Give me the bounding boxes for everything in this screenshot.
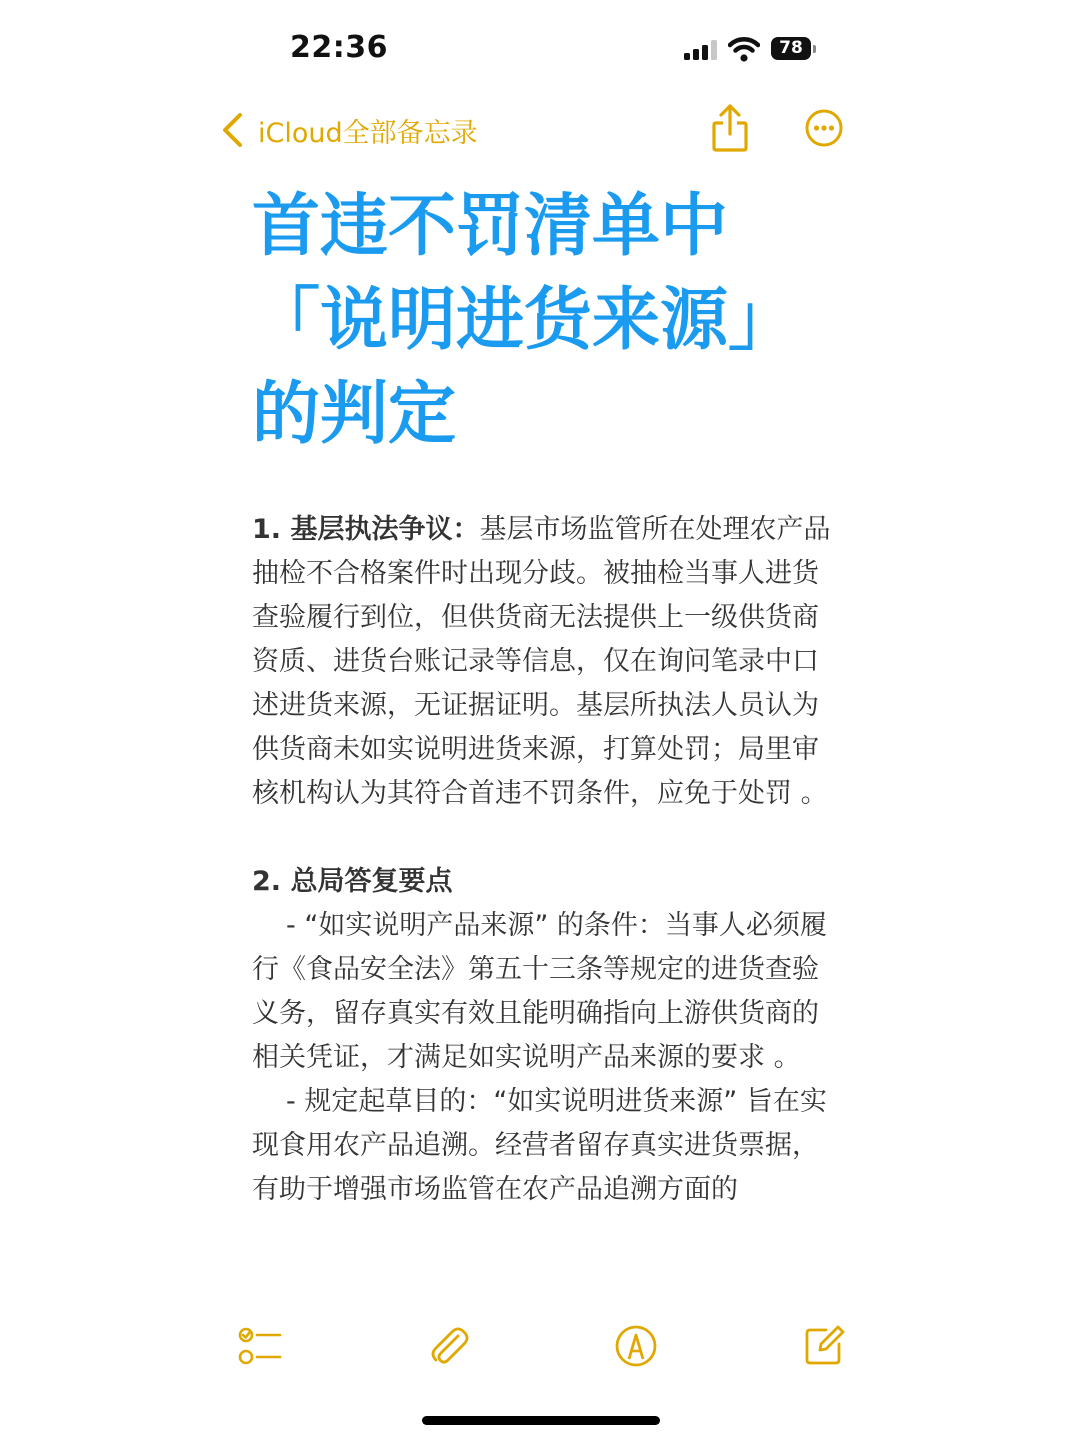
note-title[interactable]: 首违不罚清单中「说明进货来源」的判定	[252, 187, 797, 454]
blank-line	[252, 816, 832, 860]
more-options-icon[interactable]	[804, 108, 844, 148]
paperclip-icon[interactable]	[424, 1322, 472, 1370]
markup-pen-icon[interactable]	[612, 1322, 660, 1370]
section1-text: 基层市场监管所在处理农产品抽检不合格案件时出现分歧。被抽检当事人进货查验履行到位，但供货商无法提供上一级供货商资质、进货台账记录等信息，仅在询问笔录中口述进货来源，无证据证明。基层所执法人员认为供货商未如实说明进货来源，打算处罚；局里审核机构认为其符合首违不罚条件，应免于处罚 。	[252, 514, 831, 809]
battery-icon	[771, 37, 817, 62]
checklist-icon[interactable]	[236, 1322, 284, 1370]
section2-heading: 2. 总局答复要点	[252, 866, 453, 897]
home-indicator[interactable]	[422, 1416, 660, 1425]
section2-point-2: - 规定起草目的：“如实说明进货来源” 旨在实现食用农产品追溯。经营者留存真实进货票据，有助于增强市场监管在农产品追溯方面的	[252, 1086, 827, 1205]
battery-level: 78	[771, 37, 811, 60]
wifi-icon	[728, 36, 760, 62]
chevron-left-icon	[220, 112, 246, 148]
note-body[interactable]	[252, 508, 832, 1212]
status-time: 22:36	[290, 30, 388, 65]
compose-icon[interactable]	[800, 1322, 848, 1370]
section1-paragraph	[252, 508, 832, 816]
back-button[interactable]	[220, 108, 478, 152]
status-bar	[0, 0, 1080, 100]
back-label: iCloud全部备忘录	[258, 117, 478, 149]
bottom-toolbar	[0, 1318, 1080, 1378]
share-icon[interactable]	[710, 102, 750, 154]
section2-point-1: - “如实说明产品来源” 的条件：当事人必须履行《食品安全法》第五十三条等规定的进货查验义务，留存真实有效且能明确指向上游供货商的相关凭证，才满足如实说明产品来源的要求 。	[252, 910, 827, 1073]
cellular-signal-icon	[684, 40, 718, 60]
section1-heading: 1. 基层执法争议：	[252, 514, 480, 545]
navigation-bar	[0, 100, 1080, 160]
